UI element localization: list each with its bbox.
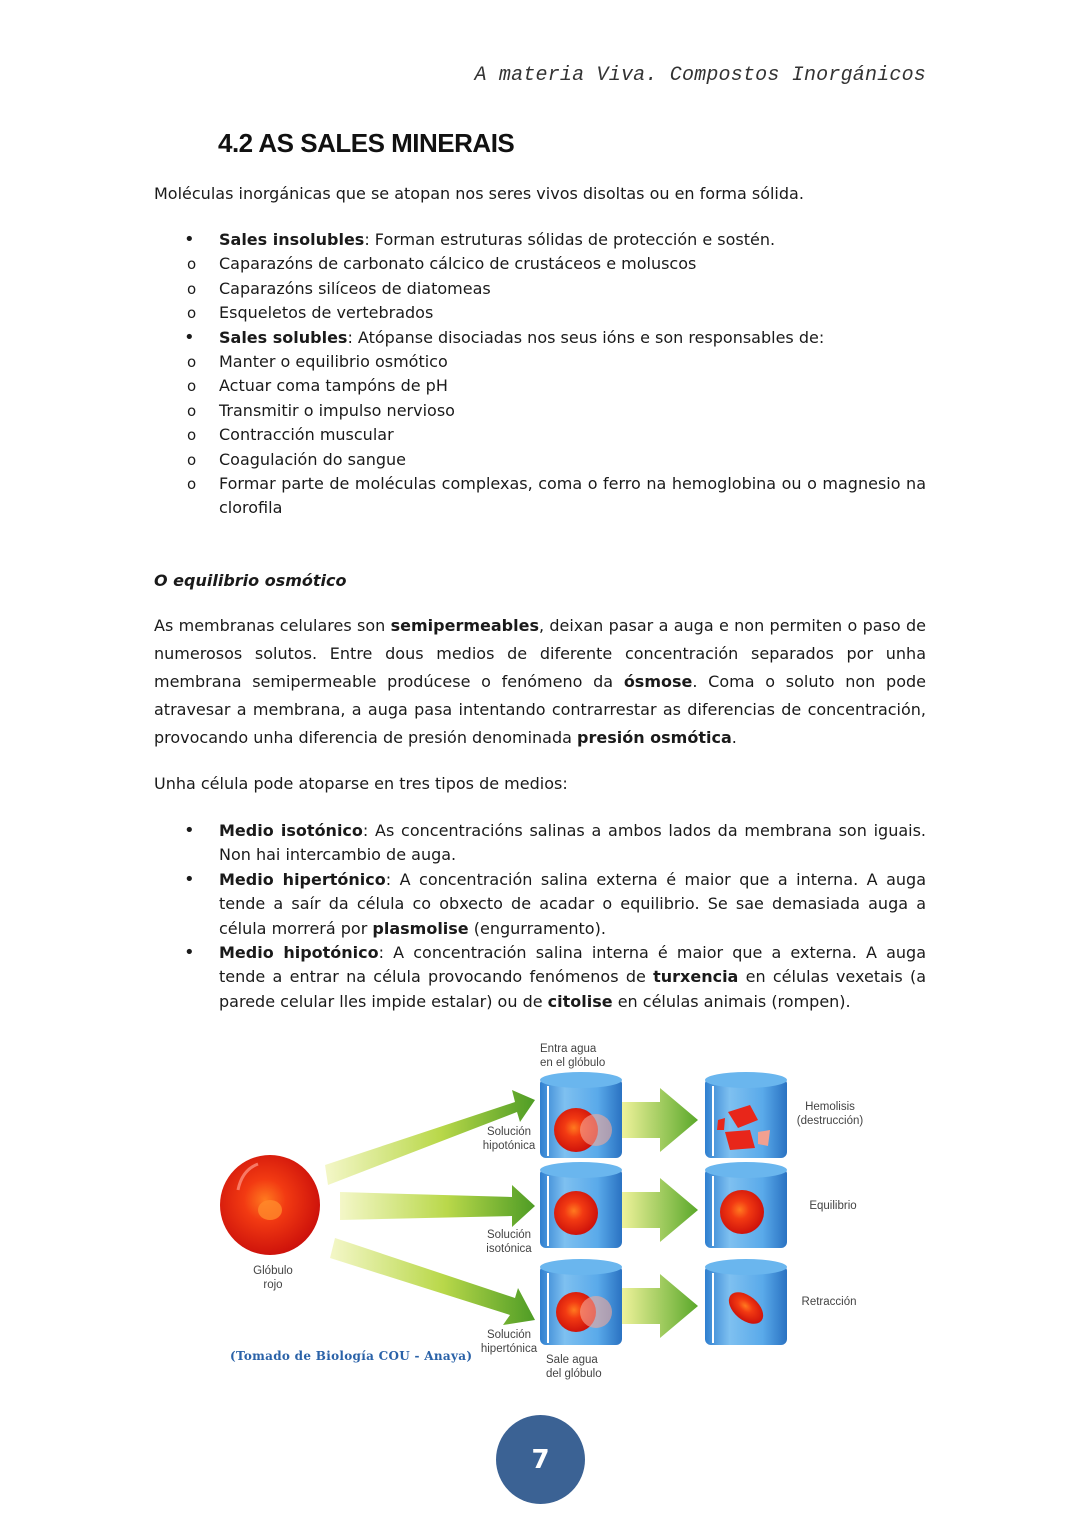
osmosis-diagram [210,1040,890,1385]
label-line: del glóbulo [546,1367,602,1380]
media-intro-text: Unha célula pode atoparse en tres tipos de medios: [154,774,568,793]
term-osmose: ósmose [623,672,693,691]
list-item-hypertonic [154,868,926,941]
figure-credit: (Tomado de Biología COU - Anaya) [230,1349,473,1363]
description: en células animais (rompen). [612,991,851,1011]
description: : Atópanse disociadas nos seus ións e son responsables de: [347,327,825,347]
term: Sales insolubles [219,230,365,249]
cylinder-equilibrium-icon [705,1162,787,1248]
description: en células vexetais (a parede celular lles impide estalar) ou de [219,967,926,1011]
arrow-icon [622,1178,698,1242]
label-line: Retracción [801,1296,857,1308]
label-retraction [794,1296,864,1310]
text-run: . Coma o soluto non pode atravesar a membrana, a auga pasa intentando contrarrestar as diferencias de concentración, provocando unha diferencia de presión denominada [154,672,926,747]
label-line: Solución [486,1126,532,1138]
media-intro [154,770,926,798]
text-run: . [731,728,737,747]
sub-item: o Esqueletos de vertebrados [154,301,926,325]
sub-item: o Manter o equilibrio osmótico [154,350,926,374]
sub-item: o Formar parte de moléculas complexas, coma o ferro na hemoglobina ou o magnesio na clorofila [154,472,926,521]
term: Medio hipertónico [219,869,386,889]
cylinder-hypotonic-icon [540,1072,622,1158]
description: : As concentracións salinas a ambos lados da membrana son iguais. Non hai intercambio de auga. [219,821,927,865]
term-turxencia: turxencia [653,967,739,987]
label-line: Solución [486,1329,532,1341]
text-run: , deixan pasar a auga e non permiten o paso de numerosos solutos. Entre dous medios de diferente concentración separados por unha membrana semipermeable prodúcese o fenómeno da [154,616,927,691]
list-item-insoluble-salts [154,228,926,326]
term: Medio isotónico [219,821,363,840]
running-header: A materia Viva. Compostos Inorgánicos [474,64,926,87]
list-item-soluble-salts [154,326,926,521]
label-line: Entra agua [540,1043,597,1055]
subheading-block [154,567,926,595]
label-red-cell [238,1265,308,1292]
label-line: isotónica [486,1242,532,1255]
term: Medio hipotónico [219,943,379,963]
red-blood-cell-icon [220,1155,320,1255]
description: (engurramento). [468,918,606,938]
subheading-osmotic: O equilibrio osmótico [154,571,347,590]
page-number-badge: 7 [496,1415,585,1504]
term-plasmolise: plasmolise [372,918,469,938]
description: : A concentración salina interna é maior que a externa. A auga tende a entrar na célula provocando fenómenos de [219,943,927,987]
label-isotonic [478,1229,540,1256]
list-item-isotonic [154,819,926,868]
osmosis-text [154,612,926,752]
label-hypertonic [476,1329,542,1356]
sub-item: o Caparazóns de carbonato cálcico de crustáceos e moluscos [154,252,926,276]
term: Sales solubles [219,327,348,347]
sub-item: o Caparazóns silíceos de diatomeas [154,277,926,301]
label-water-in [540,1043,605,1070]
description: : A concentración salina externa é maior que a interna. A auga tende a saír da célula co obxecto de acadar o equilibrio. Se sae demasiada auga a célula morrerá por [219,869,927,938]
sub-item: o Actuar coma tampóns de pH [154,374,926,398]
label-line: rojo [263,1278,283,1291]
label-line: hipotónica [482,1139,536,1152]
cylinder-hemolysis-icon [705,1072,787,1158]
intro-paragraph [154,180,926,208]
sub-item: o Contracción muscular [154,423,926,447]
cylinder-retraction-icon [705,1259,787,1345]
list-item-hypotonic [154,941,926,1014]
media-list [154,819,926,1014]
term-osmotic-pressure: presión osmótica [577,728,732,747]
label-line: en el glóbulo [540,1056,606,1069]
label-equilibrium [800,1200,866,1214]
label-water-out [546,1354,602,1381]
intro-text: Moléculas inorgánicas que se atopan nos seres vivos disoltas ou en forma sólida. [154,184,804,203]
arrow-icon [622,1088,698,1152]
salts-list [154,228,926,521]
label-hypotonic [478,1126,540,1153]
label-line: Hemolisis [805,1101,855,1113]
cylinder-isotonic-icon [540,1162,622,1248]
cylinder-hypertonic-icon [540,1259,622,1345]
osmosis-diagram-illustration [210,1040,890,1385]
sub-item: o Coagulación do sangue [154,448,926,472]
sub-item: o Transmitir o impulso nervioso [154,399,926,423]
label-hemolysis [790,1101,870,1128]
description: : Forman estruturas sólidas de protección e sostén. [364,230,776,249]
term-semipermeable: semipermeables [390,616,539,635]
arrow-icon [622,1274,698,1338]
label-line: Solución [486,1229,532,1241]
label-line: Sale agua [546,1354,598,1366]
label-line: (destrucción) [796,1114,864,1127]
term-citolise: citolise [547,991,613,1011]
label-line: Equilibrio [809,1200,857,1212]
label-line: hipertónica [480,1342,538,1355]
arrow-to-isotonic-icon [340,1185,535,1227]
text-run: As membranas celulares son [154,616,391,635]
label-line: Glóbulo [253,1265,293,1277]
osmosis-paragraph [154,612,926,752]
section-title: 4.2 AS SALES MINERAIS [218,128,515,158]
